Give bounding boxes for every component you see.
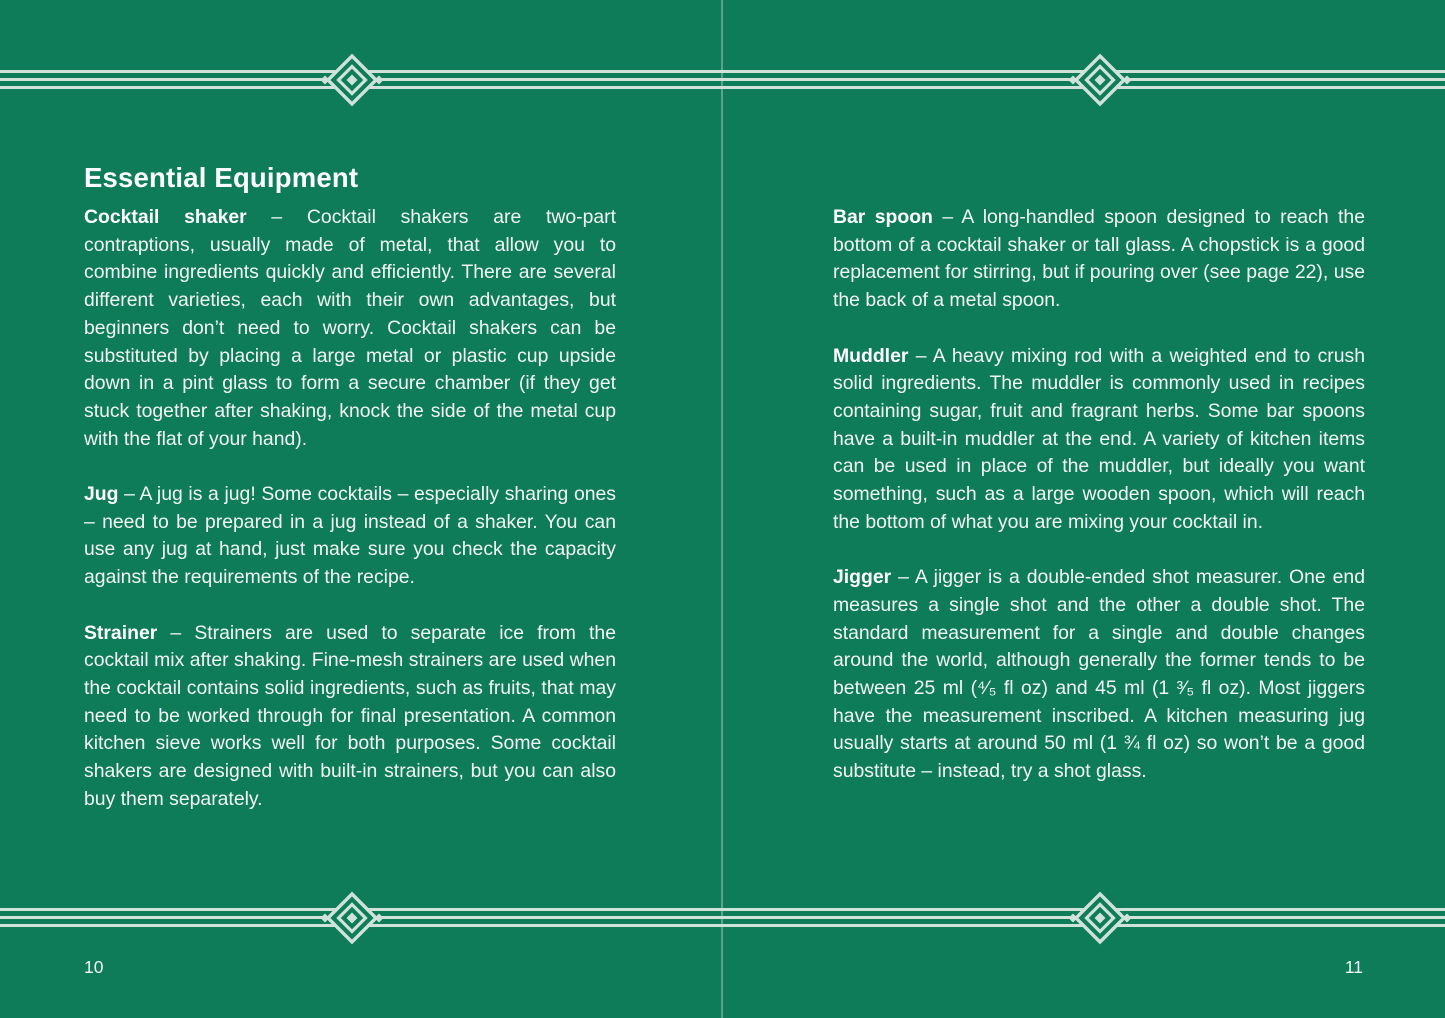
diamond-ornament-icon [1066,890,1134,946]
entry-term: Bar spoon [833,206,933,228]
page-number-right: 11 [1344,957,1363,977]
entry-body: – Cocktail shakers are two-part contraptions, usually made of metal, that allow you to combine ingredients quickly and efficiently. There are several different varieties, each with their own advantages, but beginners don’t need to worry. Cocktail shakers can be substituted by placing a large metal or plastic cup upside down in a pint glass to form a secure chamber (if they get stuck together after shaking, knock the side of the metal cup with the flat of your hand). [84,206,616,450]
entry-body: – A jigger is a double-ended shot measurer. One end measures a single shot and the other a double shot. The standard measurement for a single and double changes around the world, although generally the former tends to be between 25 ml (⁴⁄₅ fl oz) and 45 ml (1 ³⁄₅ fl oz). Most jiggers have the measurement inscribed. A kitchen measuring jug usually starts at around 50 ml (1 ¾ fl oz) so won’t be a good substitute – instead, try a shot glass. [833,566,1365,783]
entry-term: Cocktail shaker [84,206,247,228]
entry-muddler [833,343,1365,537]
right-page-column [833,161,1365,786]
bottom-decorative-rule [0,908,1445,927]
page-title: Essential Equipment [84,162,359,193]
entry-jug [84,481,616,592]
page-spine [721,0,723,1018]
diamond-ornament-icon [318,52,386,108]
rule-line [0,78,1445,81]
entry-term: Muddler [833,344,909,367]
entry-body: – Strainers are used to separate ice from the cocktail mix after shaking. Fine-mesh strainers are used when the cocktail contains solid ingredients, such as fruits, that may need to be worked through for final presentation. A common kitchen sieve works well for both purposes. Some cocktail shakers are designed with built-in strainers, but you can also buy them separately. [84,621,616,810]
left-page-column [84,161,616,813]
entry-term: Strainer [84,621,158,644]
top-decorative-rule [0,70,1445,89]
entry-term: Jug [84,483,119,506]
rule-line [0,908,1445,911]
entry-bar-spoon [833,204,1365,315]
entry-cocktail-shaker [84,204,616,453]
diamond-ornament-icon [1066,52,1134,108]
rule-line [0,86,1445,89]
rule-line [0,924,1445,927]
entry-body: – A heavy mixing rod with a weighted end to crush solid ingredients. The muddler is commonly used in recipes containing sugar, fruit and fragrant herbs. Some bar spoons have a built-in muddler at the end. A variety of kitchen items can be used in place of the muddler, but ideally you want something, such as a large wooden spoon, which will reach the bottom of what you are mixing your cocktail in. [833,344,1366,533]
entry-jigger [833,564,1365,786]
entry-body: – A long-handled spoon designed to reach the bottom of a cocktail shaker or tall glass. A chopstick is a good replacement for stirring, but if pouring over (see page 22), use the back of a metal spoon. [833,206,1366,312]
rule-line [0,70,1445,73]
page-number-left: 10 [84,957,104,977]
diamond-ornament-icon [318,890,386,946]
entry-strainer [84,620,616,814]
rule-line [0,916,1445,919]
entry-body: – A jug is a jug! Some cocktails – especially sharing ones – need to be prepared in a jug instead of a shaker. You can use any jug at hand, just make sure you check the capacity against the requirements of the recipe. [84,483,616,589]
entry-term: Jigger [833,566,892,589]
